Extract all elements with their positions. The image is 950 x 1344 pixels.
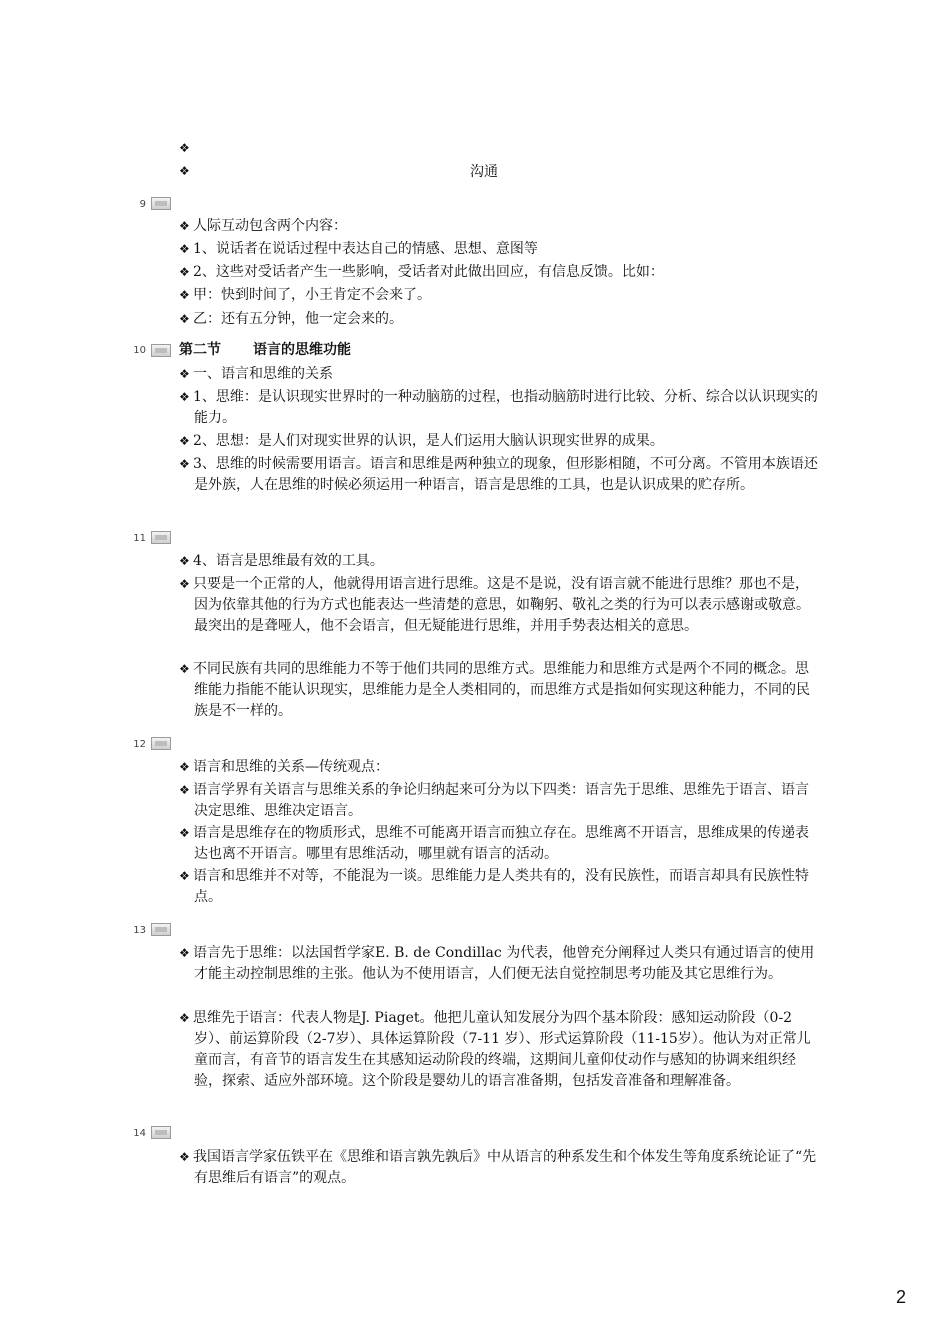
slide-number: 10 xyxy=(133,345,146,356)
slide-number: 12 xyxy=(133,739,146,750)
list-item: ❖ 3、思维的时候需要用语言。语言和思维是两种独立的现象，但形影相随，不可分离。不管用本族语还是外族，人在思维的时候必须运用一种语言，语言是思维的工具，也是认识成果的贮存所。 xyxy=(179,456,818,493)
list-item: ❖ 语言先于思维：以法国哲学家E. B. de Condillac 为代表，他曾充分阐释过人类只有通过语言的使用才能主动控制思维的主张。他认为不使用语言，人们便无法自觉控制思考功能及其它思维行为。 xyxy=(179,945,815,982)
title-bullet-line xyxy=(179,161,819,182)
empty-bullet-line xyxy=(179,138,819,159)
slide-number: 11 xyxy=(133,533,146,544)
bullet-icon: ❖ xyxy=(179,577,190,591)
list-item: ❖ 思维先于语言：代表人物是J. Piaget。他把儿童认知发展分为四个基本阶段：感知运动阶段（0-2岁）、前运算阶段（2-7岁）、具体运算阶段（7-11 岁）、形式运算阶段（11-15岁）。他认为对正常儿童而言，有音节的语言发生在其感知运动阶段的终端，这期间儿童仰仗动作与感知的协调来组织经验，探索、适应外部环境。这个阶段是婴幼儿的语言准备期，包括发音准备和理解准备。 xyxy=(179,1010,811,1089)
slide-thumbnail-icon[interactable] xyxy=(151,737,171,750)
list-item: ❖ 人际互动包含两个内容： xyxy=(179,216,819,237)
list-item: ❖ 乙：还有五分钟，他一定会来的。 xyxy=(179,309,819,330)
slide-thumbnail-icon[interactable] xyxy=(151,1126,171,1139)
list-item: ❖ 语言是思维存在的物质形式，思维不可能离开语言而独立存在。思维离不开语言，思维成果的传递表达也离不开语言。哪里有思维活动，哪里就有语言的活动。 xyxy=(179,825,809,862)
bullet-icon: ❖ xyxy=(179,312,190,326)
list-item: ❖ 一、语言和思维的关系 xyxy=(179,364,821,385)
list-item: ❖ 不同民族有共同的思维能力不等于他们共同的思维方式。思维能力和思维方式是两个不同的概念。思维能力指能不能认识现实，思维能力是全人类相同的，而思维方式是指如何实现这种能力，不同的民族是不一样的。 xyxy=(179,661,810,719)
bullet-icon: ❖ xyxy=(179,265,190,279)
bullet-icon: ❖ xyxy=(179,434,190,448)
bullet-icon: ❖ xyxy=(179,760,190,774)
bullet-icon: ❖ xyxy=(179,219,190,233)
list-item: ❖ 2、这些对受话者产生一些影响，受话者对此做出回应，有信息反馈。比如： xyxy=(179,262,819,283)
slide-thumbnail-icon[interactable] xyxy=(151,197,171,210)
bullet-icon: ❖ xyxy=(179,1011,190,1025)
list-item: ❖ 4、语言是思维最有效的工具。 xyxy=(179,551,821,572)
list-item: ❖ 语言学界有关语言与思维关系的争论归纳起来可分为以下四类：语言先于思维、思维先于语言、语言决定思维、思维决定语言。 xyxy=(179,782,809,819)
bullet-icon: ❖ xyxy=(179,242,190,256)
section-heading: 第二节 语言的思维功能 xyxy=(179,342,351,358)
page-number: 2 xyxy=(896,1287,907,1307)
slide-title: 沟通 xyxy=(470,164,498,180)
bullet-icon: ❖ xyxy=(179,662,190,676)
slide-thumbnail-icon[interactable] xyxy=(151,923,171,936)
slide-thumbnail-icon[interactable] xyxy=(151,531,171,544)
list-item: ❖ 我国语言学家伍铁平在《思维和语言孰先孰后》中从语言的种系发生和个体发生等角度系统论证了“先有思维后有语言”的观点。 xyxy=(179,1149,817,1186)
slide-number: 13 xyxy=(133,925,146,936)
list-item: ❖ 甲：快到时间了，小王肯定不会来了。 xyxy=(179,285,819,306)
bullet-icon: ❖ xyxy=(179,869,190,883)
slide-number: 9 xyxy=(139,199,146,210)
list-item: ❖ 1、说话者在说话过程中表达自己的情感、思想、意图等 xyxy=(179,239,819,260)
bullet-icon: ❖ xyxy=(179,164,190,178)
bullet-icon: ❖ xyxy=(179,783,190,797)
bullet-icon: ❖ xyxy=(179,554,190,568)
bullet-icon: ❖ xyxy=(179,1150,190,1164)
bullet-icon: ❖ xyxy=(179,390,190,404)
bullet-icon: ❖ xyxy=(179,367,190,381)
bullet-icon: ❖ xyxy=(179,288,190,302)
bullet-icon: ❖ xyxy=(179,946,190,960)
bullet-icon: ❖ xyxy=(179,457,190,471)
list-item: ❖ 1、思维：是认识现实世界时的一种动脑筋的过程，也指动脑筋时进行比较、分析、综合以认识现实的能力。 xyxy=(179,389,818,426)
list-item: ❖ 语言和思维的关系—传统观点： xyxy=(179,757,821,778)
bullet-icon: ❖ xyxy=(179,826,190,840)
list-item: ❖ 只要是一个正常的人，他就得用语言进行思维。这是不是说，没有语言就不能进行思维？那也不是，因为依靠其他的行为方式也能表达一些清楚的意思，如鞠躬、敬礼之类的行为可以表示感谢或敬意。最突出的是聋哑人，他不会语言，但无疑能进行思维，并用手势表达相关的意思。 xyxy=(179,576,810,634)
slide-thumbnail-icon[interactable] xyxy=(151,344,171,357)
list-item: ❖ 语言和思维并不对等，不能混为一谈。思维能力是人类共有的，没有民族性，而语言却具有民族性特点。 xyxy=(179,868,809,905)
bullet-icon: ❖ xyxy=(179,141,190,155)
slide-number: 14 xyxy=(133,1128,146,1139)
list-item: ❖ 2、思想：是人们对现实世界的认识，是人们运用大脑认识现实世界的成果。 xyxy=(179,431,821,452)
